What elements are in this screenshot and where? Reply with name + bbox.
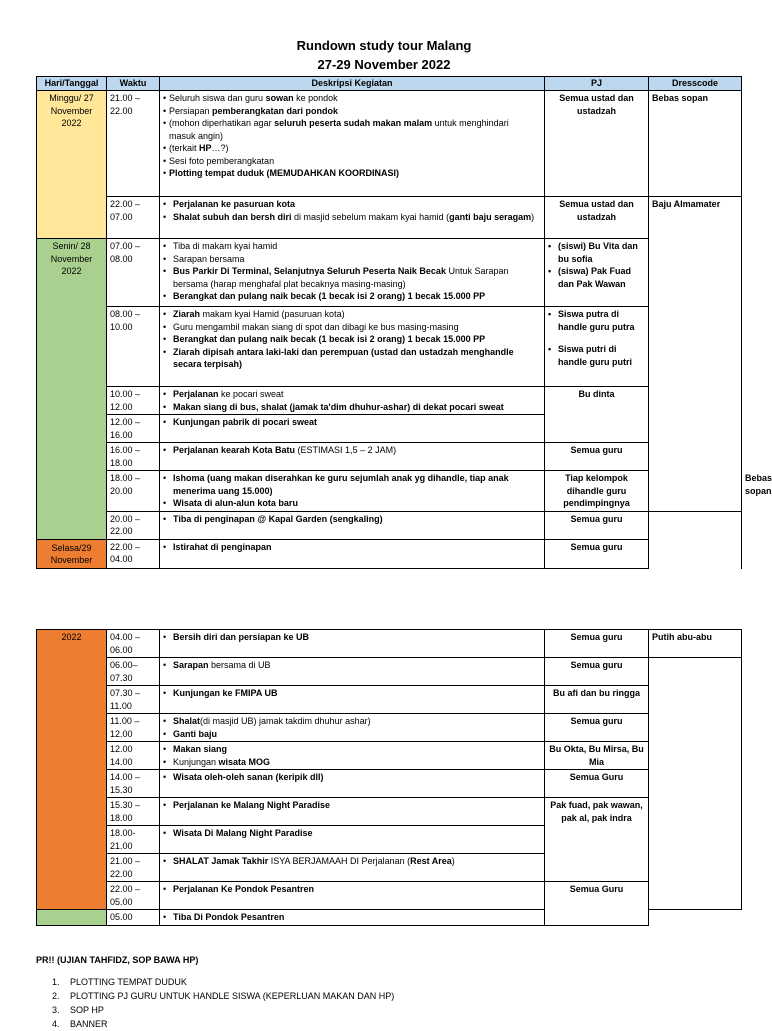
pj-cell: Semua ustad dan ustadzah: [545, 91, 649, 197]
time-cell: 04.00 – 06.00: [107, 630, 160, 658]
time-cell: 11.00 – 12.00: [107, 714, 160, 742]
todo-item: 4. BANNER: [36, 1017, 394, 1031]
pj-cell: Semua guru: [545, 443, 649, 471]
pj-cell: Semua guru: [545, 658, 649, 686]
time-cell: 14.00 – 15.30: [107, 770, 160, 798]
time-cell: 16.00 – 18.00: [107, 443, 160, 471]
time-cell: 12.00 – 16.00: [107, 415, 160, 443]
pj-cell: Bu afi dan bu ringga: [545, 686, 649, 714]
header-day: Hari/Tanggal: [37, 77, 107, 91]
desc-cell: • Tiba di makam kyai hamid • Sarapan bersama • Bus Parkir Di Terminal, Selanjutnya Seluruh Peserta Naik Becak Untuk Sarapan bersama (harap menghafal plat becaknya masing-masing) • Berangkat dan pulang naik becak (1 becak isi 2 orang) 1 becak 15.000 PP: [160, 239, 545, 307]
desc-cell: • Perjalanan Ke Pondok Pesantren: [160, 882, 545, 910]
day-cell-tuesday-cont: 2022: [37, 630, 107, 910]
desc-cell: • Perjalanan ke pocari sweat • Makan siang di bus, shalat (jamak ta'dim dhuhur-ashar) di dekat pocari sweat: [160, 387, 545, 415]
desc-cell: • Wisata Di Malang Night Paradise: [160, 826, 545, 854]
pj-cell: Tiap kelompok dihandle guru pendimpingnya: [545, 471, 649, 512]
pj-cell: Bu Okta, Bu Mirsa, Bu Mia: [545, 742, 649, 770]
pj-cell: Semua guru: [545, 539, 649, 568]
pj-cell: Pak fuad, pak wawan, pak al, pak indra: [545, 798, 649, 882]
time-cell: 07.00 – 08.00: [107, 239, 160, 307]
pj-cell: • Siswa putra di handle guru putra • Siswa putri di handle guru putri: [545, 307, 649, 387]
todo-item: 2. PLOTTING PJ GURU UNTUK HANDLE SISWA (KEPERLUAN MAKAN DAN HP): [36, 989, 394, 1003]
dresscode-cell: Bebas sopan: [649, 91, 742, 197]
dresscode-cell: Baju Almamater: [649, 197, 742, 512]
todo-item: 3. SOP HP: [36, 1003, 394, 1017]
rundown-table-2: [36, 629, 742, 926]
desc-cell: • Tiba di penginapan @ Kapal Garden (sengkaling): [160, 511, 545, 539]
time-cell: 20.00 – 22.00: [107, 511, 160, 539]
desc-cell: • Makan siang • Kunjungan wisata MOG: [160, 742, 545, 770]
desc-cell: • Tiba Di Pondok Pesantren: [160, 910, 545, 926]
time-cell: 22.00 – 04.00: [107, 539, 160, 568]
desc-cell: • Bersih diri dan persiapan ke UB: [160, 630, 545, 658]
time-cell: 21.00 – 22.00: [107, 854, 160, 882]
pj-cell: Semua Guru: [545, 882, 649, 926]
day-cell-tuesday: Selasa/29 November: [37, 539, 107, 568]
pj-cell: Semua guru: [545, 511, 649, 539]
day-cell-sunday: Minggu/ 27 November 2022: [37, 91, 107, 239]
desc-cell: • Perjalanan ke Malang Night Paradise: [160, 798, 545, 826]
page-subtitle: 27-29 November 2022: [317, 57, 451, 72]
time-cell: 22.00 – 05.00: [107, 882, 160, 910]
desc-cell: • Ziarah makam kyai Hamid (pasuruan kota) • Guru mengambil makan siang di spot dan dibagi ke bus masing-masing • Berangkat dan pulang naik becak (1 becak isi 2 orang) 1 becak 15.000 PP • Ziarah dipisah antara laki-laki dan perempuan (ustad dan ustadzah menghandle secara terpisah): [160, 307, 545, 387]
day-cell-empty: [37, 910, 107, 926]
desc-cell: • Shalat(di masjid UB) jamak takdim dhuhur ashar) • Ganti baju: [160, 714, 545, 742]
day-cell-monday: Senin/ 28 November 2022: [37, 239, 107, 540]
rundown-table-1: Hari/Tanggal Waktu Deskripsi Kegiatan PJ Dresscode Minggu/ 27 November 2022 21.00 – 22.00 • Seluruh siswa dan guru sowan ke pondok • Persiapan pemberangkatan dari pondok • (mohon diperhatikan agar seluruh peserta sudah makan malam untuk menghindari masuk angin) • (terkait HP…?) • Sesi foto pemberangkatan • Plotting tempat duduk (MEMUDAHKAN KOORDINASI) Semua ustad dan ustadzah Bebas sopan 22.00 – 07.00 • Perjalanan ke pasuruan kota • Shalat subuh dan bersh diri di masjid sebelum makam kyai hamid (ganti baju seragam) Semua ustad dan ustadzah Baju Almamater Senin/ 28 November 2022 07.00 – 08.00 • Tiba di makam kyai hamid • Sarapan bersama • Bus Parkir Di Terminal, Selanjutnya Seluruh Peserta Naik Becak Untuk Sarapan bersama (harap menghafal plat becaknya masing-masing) • Berangkat dan pulang naik becak (1 becak isi 2 orang) 1 becak 15.000 PP • (siswi) Bu Vita dan bu sofia • (siswa) Pak Fuad dan Pak Wawan 08.00 – 10.00 • Ziarah makam kyai Hamid (pasuruan kota) • Guru mengambil makan siang di spot dan dibagi ke bus masing-masing • Berangkat dan pulang naik becak (1 becak isi 2 orang) 1 becak 15.000 PP • Ziarah dipisah antara laki-laki dan perempuan (ustad dan ustadzah menghandle secara terpisah) • Siswa putra di handle guru putra • Siswa putri di handle guru putri 10.00 – 12.00 • Perjalanan ke pocari sweat • Makan siang di bus, shalat (jamak ta'dim dhuhur-ashar) di dekat pocari sweat Bu dinta 12.00 – 16.00 • Kunjungan pabrik di pocari sweat 16.00 – 18.00 • Perjalanan kearah Kota Batu (ESTIMASI 1,5 – 2 JAM) Semua guru 18.00 – 20.00 • Ishoma (uang makan diserahkan ke guru sejumlah anak yg dihandle, tiap anak menerima uang 15.000) • Wisata di alun-alun kota baru Tiap kelompok dihandle guru pendimpingnya Bebas sopan 20.00 – 22.00 • Tiba di penginapan @ Kapal Garden (sengkaling) Semua guru Selasa/29 November 22.00 – 04.00 • Istirahat di penginapan Semua guru: [36, 76, 742, 569]
time-cell: 18.00 – 20.00: [107, 471, 160, 512]
desc-cell: • Perjalanan kearah Kota Batu (ESTIMASI 1,5 – 2 JAM): [160, 443, 545, 471]
pj-cell: Semua guru: [545, 714, 649, 742]
time-cell: 15.30 – 18.00: [107, 798, 160, 826]
page-title: Rundown study tour Malang: [296, 38, 472, 53]
pj-cell: Semua guru: [545, 630, 649, 658]
desc-cell: • SHALAT Jamak Takhir ISYA BERJAMAAH DI Perjalanan (Rest Area): [160, 854, 545, 882]
time-cell: 12.00 14.00: [107, 742, 160, 770]
desc-cell: • Ishoma (uang makan diserahkan ke guru sejumlah anak yg dihandle, tiap anak menerima uang 15.000) • Wisata di alun-alun kota baru: [160, 471, 545, 512]
todo-item: 1. PLOTTING TEMPAT DUDUK: [36, 975, 394, 989]
time-cell: 18.00- 21.00: [107, 826, 160, 854]
pj-cell: • (siswi) Bu Vita dan bu sofia • (siswa) Pak Fuad dan Pak Wawan: [545, 239, 649, 307]
dresscode-cell: Putih abu-abu: [649, 630, 742, 658]
pj-cell: Semua Guru: [545, 770, 649, 798]
dresscode-cell: [649, 658, 742, 910]
desc-cell: • Seluruh siswa dan guru sowan ke pondok • Persiapan pemberangkatan dari pondok • (mohon diperhatikan agar seluruh peserta sudah makan malam untuk menghindari masuk angin) • (terkait HP…?) • Sesi foto pemberangkatan • Plotting tempat duduk (MEMUDAHKAN KOORDINASI): [160, 91, 545, 197]
desc-cell: • Istirahat di penginapan: [160, 539, 545, 568]
time-cell: 08.00 – 10.00: [107, 307, 160, 387]
pj-cell: Semua ustad dan ustadzah: [545, 197, 649, 239]
time-cell: 06.00– 07.30: [107, 658, 160, 686]
time-cell: 07.30 – 11.00: [107, 686, 160, 714]
header-dresscode: Dresscode: [649, 77, 742, 91]
time-cell: 21.00 – 22.00: [107, 91, 160, 197]
pj-cell: Bu dinta: [545, 387, 649, 443]
header-desc: Deskripsi Kegiatan: [160, 77, 545, 91]
desc-cell: • Kunjungan pabrik di pocari sweat: [160, 415, 545, 443]
desc-cell: • Perjalanan ke pasuruan kota • Shalat subuh dan bersh diri di masjid sebelum makam kyai hamid (ganti baju seragam): [160, 197, 545, 239]
desc-cell: • Wisata oleh-oleh sanan (keripik dll): [160, 770, 545, 798]
pr-title: PR!! (UJIAN TAHFIDZ, SOP BAWA HP): [36, 955, 199, 965]
time-cell: 05.00: [107, 910, 160, 926]
time-cell: 10.00 – 12.00: [107, 387, 160, 415]
desc-cell: • Kunjungan ke FMIPA UB: [160, 686, 545, 714]
header-pj: PJ: [545, 77, 649, 91]
todo-list: [36, 975, 394, 1031]
time-cell: 22.00 – 07.00: [107, 197, 160, 239]
desc-cell: • Sarapan bersama di UB: [160, 658, 545, 686]
header-time: Waktu: [107, 77, 160, 91]
